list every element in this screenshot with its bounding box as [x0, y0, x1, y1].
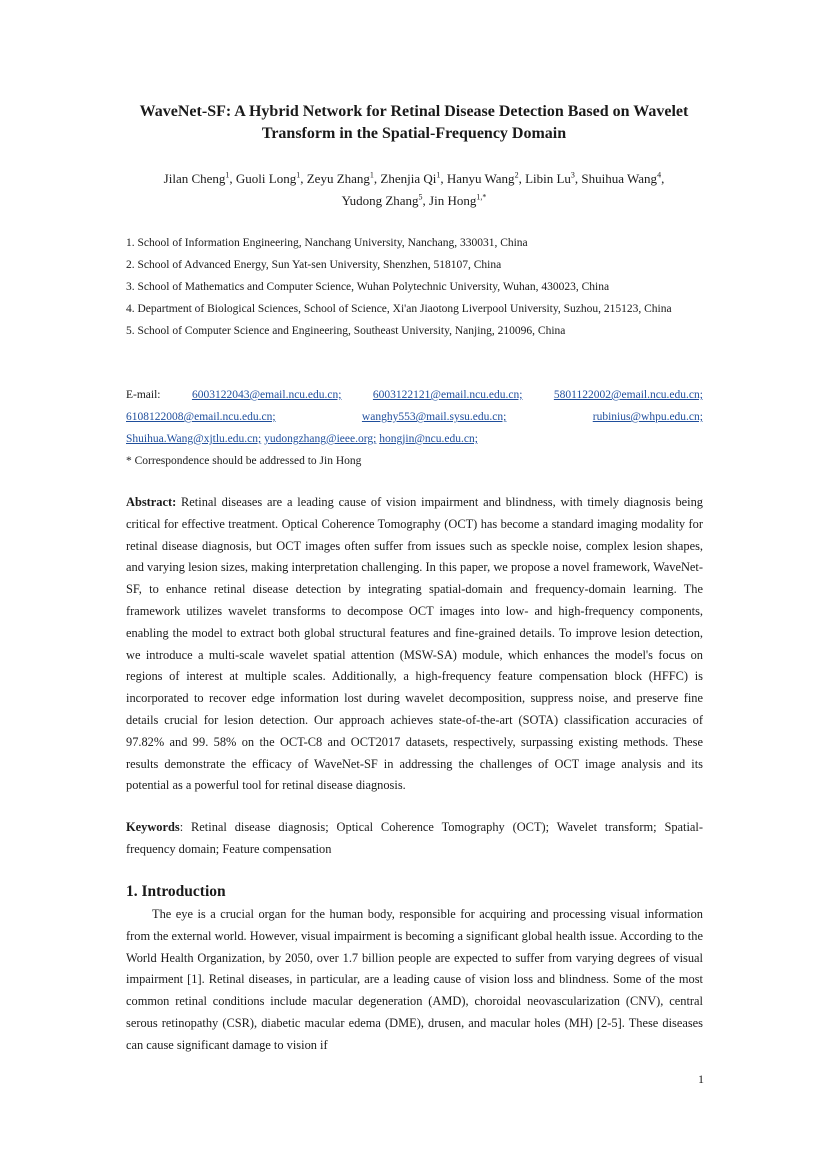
email-row — [126, 384, 703, 406]
paper-title — [100, 101, 728, 145]
author: Shuihua Wang$^4$, — [581, 170, 665, 186]
email-link[interactable]: 6003122121@email.ncu.edu.cn; — [372, 389, 523, 401]
title-line: Transform in the Spatial-Frequency Domain — [261, 125, 567, 142]
contact-block — [126, 384, 703, 472]
affiliation-list — [126, 232, 703, 342]
email-link[interactable]: hongjin@ncu.edu.cn; — [379, 433, 478, 445]
email-link[interactable]: 6003122043@email.ncu.edu.cn; — [191, 389, 342, 401]
email-row — [126, 406, 703, 428]
email-link[interactable]: Shuihua.Wang@xjtlu.edu.cn; — [126, 433, 262, 445]
author: Zeyu Zhang$^1$, — [306, 170, 378, 186]
email-link[interactable]: wanghy553@mail.sysu.edu.cn; — [361, 411, 507, 423]
author: Hanyu Wang$^2$, — [446, 170, 522, 186]
abstract-text: Retinal diseases are a leading cause of vision impairment and blindness, with timely diagnosis being critical for effective treatment. Optical Coherence Tomography (OCT) has become a standard imaging modality for retinal disease diagnosis, but OCT images often suffer from issues such as speckle noise, complex lesion shapes, and varying lesion sizes, making interpretation challenging. In this paper, we propose a novel framework, WaveNet-SF, to enhance retinal disease detection by integrating spatial-domain and frequency-domain learning. The framework utilizes wavelet transforms to decompose OCT images into low- and high-frequency components, enabling the model to extract both global structural features and fine-grained details. To improve lesion detection, we introduce a multi-scale wavelet spatial attention (MSW-SA) module, which enhances the model's focus on regions of interest at multiple scales. Additionally, a high-frequency feature compensation block (HFFC) is incorporated to recover edge information lost during wavelet decomposition, suppress noise, and preserve fine details crucial for lesion detection. Our approach achieves state-of-the-art (SOTA) classification accuracies of 97.82% and 99. 58% on the OCT-C8 and OCT2017 datasets, respectively, surpassing existing methods. These results demonstrate the efficacy of WaveNet-SF in addressing the challenges of OCT image analysis and its potential as a powerful tool for retinal disease diagnosis. — [126, 495, 703, 793]
keywords-label: Keywords — [126, 820, 180, 834]
keywords — [126, 817, 703, 861]
author-list — [100, 168, 728, 212]
title-line: WaveNet-SF: A Hybrid Network for Retinal Disease Detection Based on Wavelet — [139, 103, 689, 120]
affiliation: 2. School of Advanced Energy, Sun Yat-sen University, Shenzhen, 518107, China — [126, 259, 502, 271]
author: Libin Lu$^3$, — [525, 170, 579, 186]
keywords-text: : Retinal disease diagnosis; Optical Coherence Tomography (OCT); Wavelet transform; Spatial-frequency domain; Feature compensation — [126, 820, 703, 856]
abstract-label: Abstract: — [126, 495, 177, 509]
email-label: E-mail: — [126, 389, 161, 401]
author: Jilan Cheng$^1$, — [163, 170, 233, 186]
section-paragraph: The eye is a crucial organ for the human body, responsible for acquiring and processing visual information from the external world. However, visual impairment is becoming a significant global health issue. According to the World Health Organization, by 2050, over 1.7 billion people are expected to suffer from varying degrees of visual impairment [1]. Retinal diseases, in particular, are a leading cause of vision loss and blindness. Some of the most common retinal conditions include macular degeneration (AMD), choroidal neovascularization (CNV), central serous retinopathy (CSR), diabetic macular edema (DME), drusen, and macular holes (MH) [2-5]. These diseases can cause significant damage to vision if — [126, 907, 703, 1052]
author: Guoli Long$^1$, — [235, 170, 304, 186]
affiliation: 3. School of Mathematics and Computer Science, Wuhan Polytechnic University, Wuhan, 430023, China — [126, 281, 610, 293]
abstract — [126, 492, 703, 797]
section-heading: 1. Introduction — [126, 883, 226, 900]
author: Yudong Zhang$^5$, — [341, 192, 426, 208]
author: Zhenjia Qi$^1$, — [380, 170, 444, 186]
page-number: 1 — [698, 1072, 704, 1086]
email-row — [126, 428, 703, 450]
affiliation: 1. School of Information Engineering, Nanchang University, Nanchang, 330031, China — [126, 237, 528, 249]
email-link[interactable]: 5801122002@email.ncu.edu.cn; — [553, 389, 703, 401]
email-link[interactable]: rubinius@whpu.edu.cn; — [592, 411, 703, 423]
affiliation: 5. School of Computer Science and Engineering, Southeast University, Nanjing, 210096, China — [126, 325, 566, 337]
affiliation: 4. Department of Biological Sciences, School of Science, Xi'an Jiaotong Liverpool University, Suzhou, 215123, China — [126, 303, 672, 315]
author: Jin Hong$^{1,*}$ — [429, 192, 487, 208]
email-link[interactable]: 6108122008@email.ncu.edu.cn; — [126, 411, 276, 423]
email-link[interactable]: yudongzhang@ieee.org; — [264, 433, 377, 445]
correspondence-note: * Correspondence should be addressed to Jin Hong — [126, 455, 362, 467]
